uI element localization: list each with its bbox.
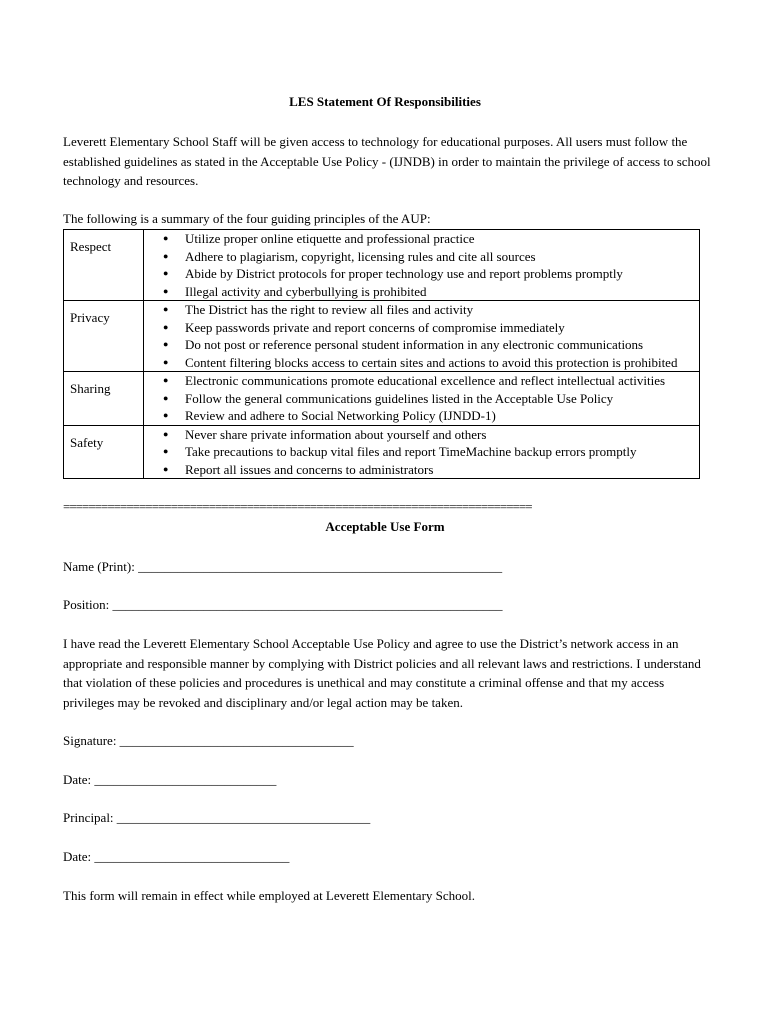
principle-item: ● Adhere to plagiarism, copyright, licensing rules and cite all sources xyxy=(144,248,699,266)
signature-field[interactable]: Signature: ____________________________________ xyxy=(63,733,354,748)
principle-items xyxy=(144,301,700,372)
principle-item: ● Do not post or reference personal student information in any electronic communications xyxy=(144,336,699,354)
principle-item: ● Utilize proper online etiquette and professional practice xyxy=(144,230,699,248)
principle-item: ● Never share private information about yourself and others xyxy=(144,426,699,444)
section-divider: ========================================================================== xyxy=(63,499,532,514)
agreement-paragraph: I have read the Leverett Elementary School Acceptable Use Policy and agree to use the District’s network access in an appropriate and responsible manner by complying with District policies and all relevant laws and restrictions. I understand that violation of these policies and procedures is unethical and may constitute a criminal offense and that my access privileges may be revoked and disciplinary and/or legal action may be taken. xyxy=(63,636,701,710)
principle-item: ● Follow the general communications guidelines listed in the Acceptable Use Policy xyxy=(144,390,699,408)
principles-table xyxy=(63,229,700,479)
document-title: LES Statement Of Responsibilities xyxy=(289,94,481,109)
principle-item: ● Content filtering blocks access to certain sites and actions to avoid this protection is prohibited xyxy=(144,354,699,372)
intro-paragraph: Leverett Elementary School Staff will be given access to technology for educational purposes. All users must follow the established guidelines as stated in the Acceptable Use Policy - (IJNDB) in order to maintain the privilege of access to school technology and resources. xyxy=(63,134,711,188)
principle-row-safety xyxy=(64,425,700,479)
summary-intro: The following is a summary of the four guiding principles of the AUP: xyxy=(63,211,431,226)
principle-item: ● Illegal activity and cyberbullying is prohibited xyxy=(144,283,699,301)
principle-items xyxy=(144,425,700,479)
principle-row-sharing xyxy=(64,372,700,426)
principle-row-respect xyxy=(64,230,700,301)
principal-date-field[interactable]: Date: ______________________________ xyxy=(63,849,290,864)
principle-item: ● Abide by District protocols for proper technology use and report problems promptly xyxy=(144,265,699,283)
principle-item: ● Review and adhere to Social Networking Policy (IJNDD-1) xyxy=(144,407,699,425)
principle-row-privacy xyxy=(64,301,700,372)
principle-label: Sharing xyxy=(64,372,144,426)
principle-item: ● Take precautions to backup vital files and report TimeMachine backup errors promptly xyxy=(144,443,699,461)
date-field[interactable]: Date: ____________________________ xyxy=(63,772,277,787)
principle-items xyxy=(144,230,700,301)
name-print-field[interactable]: Name (Print): ________________________________________________________ xyxy=(63,559,503,574)
principle-label: Privacy xyxy=(64,301,144,372)
principle-items xyxy=(144,372,700,426)
position-field[interactable]: Position: ____________________________________________________________ xyxy=(63,597,503,612)
principle-label: Safety xyxy=(64,425,144,479)
form-title: Acceptable Use Form xyxy=(325,519,445,534)
principle-label: Respect xyxy=(64,230,144,301)
closing-statement: This form will remain in effect while employed at Leverett Elementary School. xyxy=(63,888,476,903)
principle-item: ● Report all issues and concerns to administrators xyxy=(144,461,699,479)
principle-item: ● Electronic communications promote educational excellence and reflect intellectual activities xyxy=(144,372,699,390)
principle-item: ● Keep passwords private and report concerns of compromise immediately xyxy=(144,319,699,337)
principal-signature-field[interactable]: Principal: _______________________________________ xyxy=(63,810,371,825)
principle-item: ● The District has the right to review all files and activity xyxy=(144,301,699,319)
